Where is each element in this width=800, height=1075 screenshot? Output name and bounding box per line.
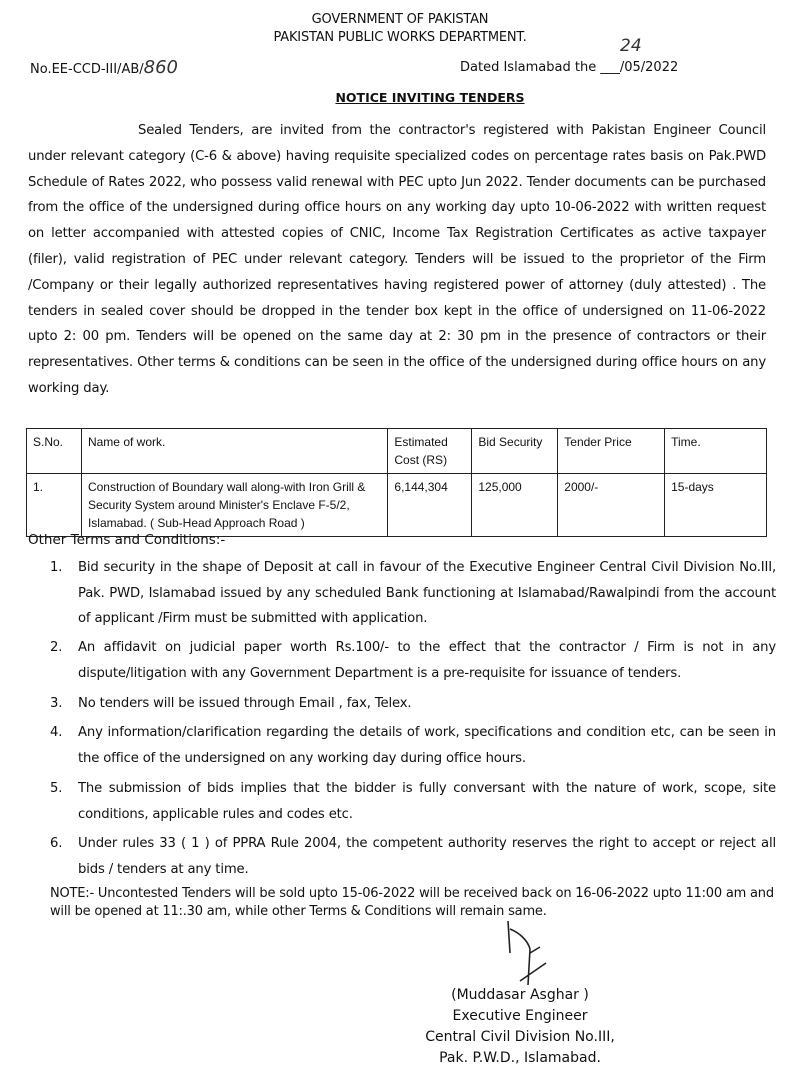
term-item xyxy=(50,720,776,771)
header-name-of-work: Name of work. xyxy=(81,429,387,474)
header-estimated-cost: Estimated Cost (RS) xyxy=(388,429,472,474)
cell-bid-security: 125,000 xyxy=(472,474,558,537)
table-header-row xyxy=(27,429,767,474)
header-bid-security: Bid Security xyxy=(472,429,558,474)
signatory-name: (Muddasar Asghar ) xyxy=(451,987,589,1003)
term-number: 6. xyxy=(50,836,63,851)
term-number: 4. xyxy=(50,725,63,740)
cell-estimated-cost: 6,144,304 xyxy=(388,474,472,537)
reference-prefix: No.EE-CCD-III/AB/ xyxy=(30,62,144,77)
body-text: Sealed Tenders, are invited from the contractor's registered with Pakistan Engineer Council under relevant category (C-6 & above) having requisite specialized codes on percentage rates basis on Pak.PWD Schedule of Rates 2022, who possess valid renewal with PEC upto Jun 2022. Tender documents can be purchased from the office of the undersigned during office hours on any working day upto 10-06-2022 with written request on letter accompanied with attested copies of CNIC, Income Tax Registration Certificates as active taxpayer (filer), valid registration of PEC under relevant category. Tenders will be issued to the proprietor of the Firm /Company or their legally authorized representatives having registered power of attorney (duly attested) . The tenders in sealed cover should be dropped in the tender box kept in the office of undersigned on 11-06-2022 upto 2: 00 pm. Tenders will be opened on the same day at 2: 30 pm in the presence of contractors or their representatives. Other terms & conditions can be seen in the office of the undersigned during office hours on any working day. xyxy=(28,123,766,396)
body-paragraph xyxy=(28,118,766,402)
signatory-division: Central Civil Division No.III, xyxy=(425,1029,615,1045)
term-number: 3. xyxy=(50,696,63,711)
cell-name-of-work: Construction of Boundary wall along-with Iron Grill & Security System around Minister's Enclave F-5/2, Islamabad. ( Sub-Head Approach Road ) xyxy=(81,474,387,537)
header-tender-price: Tender Price xyxy=(558,429,665,474)
reference-number xyxy=(30,57,178,78)
note-text: NOTE:- Uncontested Tenders will be sold upto 15-06-2022 will be received back on 16-06-2022 upto 11:00 am and will be opened at 11:.30 am, while other Terms & Conditions will remain same. xyxy=(50,886,774,919)
date-suffix: /05/2022 xyxy=(619,60,679,75)
term-text: An affidavit on judicial paper worth Rs.100/- to the effect that the contractor / Firm is not in any dispute/litigation with any Government Department is a pre-requisite for issuance of tenders. xyxy=(78,640,776,681)
header-department: PAKISTAN PUBLIC WORKS DEPARTMENT. xyxy=(273,30,527,45)
cell-sno: 1. xyxy=(27,474,82,537)
signature-mark-icon xyxy=(500,915,580,995)
header-sno: S.No. xyxy=(27,429,82,474)
term-item xyxy=(50,831,776,882)
date-handwritten-day: 24 xyxy=(620,36,642,56)
header-government: GOVERNMENT OF PAKISTAN xyxy=(311,12,489,27)
term-text: Under rules 33 ( 1 ) of PPRA Rule 2004, the competent authority reserves the right to accept or reject all bids / tenders at any time. xyxy=(78,836,776,877)
date-prefix: Dated Islamabad the xyxy=(460,60,597,75)
cell-tender-price: 2000/- xyxy=(558,474,665,537)
signatory-designation: Executive Engineer xyxy=(452,1008,588,1024)
term-text: Bid security in the shape of Deposit at call in favour of the Executive Engineer Central Civil Division No.III, Pak. PWD, Islamabad issued by any scheduled Bank functioning at Islamabad/Rawalpindi from the account of applicant /Firm must be submitted with application. xyxy=(78,560,776,626)
term-number: 1. xyxy=(50,560,63,575)
date-blank: ___ xyxy=(600,60,620,75)
header-time: Time. xyxy=(665,429,767,474)
term-item xyxy=(50,555,776,632)
term-number: 2. xyxy=(50,640,63,655)
cell-time: 15-days xyxy=(665,474,767,537)
term-item xyxy=(50,776,776,827)
reference-handwritten: 860 xyxy=(143,57,178,78)
other-terms-heading: Other Terms and Conditions:- xyxy=(28,532,226,548)
term-item xyxy=(50,691,776,717)
signatory-office: Pak. P.W.D., Islamabad. xyxy=(439,1050,601,1066)
tender-table xyxy=(26,428,767,537)
term-text: Any information/clarification regarding the details of work, specifications and condition etc, can be seen in the office of the undersigned on any working day during office hours. xyxy=(78,725,776,766)
term-text: No tenders will be issued through Email , fax, Telex. xyxy=(78,696,412,711)
page-title: NOTICE INVITING TENDERS xyxy=(335,90,525,105)
term-item xyxy=(50,635,776,686)
table-row xyxy=(27,474,767,537)
term-number: 5. xyxy=(50,781,63,796)
date-line xyxy=(460,60,678,75)
signature-block xyxy=(420,985,620,1069)
term-text: The submission of bids implies that the bidder is fully conversant with the nature of work, scope, site conditions, applicable rules and codes etc. xyxy=(78,781,776,822)
